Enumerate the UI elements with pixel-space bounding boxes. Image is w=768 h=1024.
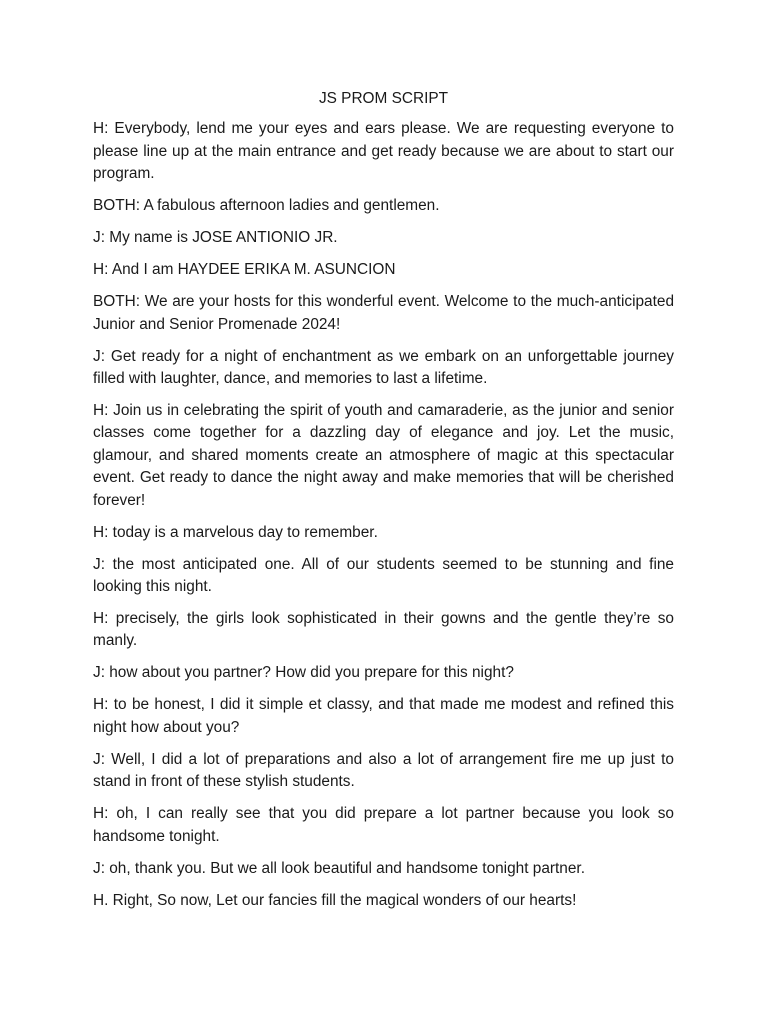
script-line: H: to be honest, I did it simple et classy, and that made me modest and refined this night how about you? [93,696,674,736]
script-line: J: the most anticipated one. All of our students seemed to be stunning and fine looking this night. [93,555,674,596]
script-line: H: oh, I can really see that you did prepare a lot partner because you look so handsome tonight. [93,805,674,845]
document-body [93,88,674,922]
script-line: H. Right, So now, Let our fancies fill the magical wonders of our hearts! [93,891,577,909]
script-line: J: oh, thank you. But we all look beautiful and handsome tonight partner. [93,859,585,877]
script-line: H: today is a marvelous day to remember. [93,523,378,541]
script-line: J: My name is JOSE ANTIONIO JR. [93,229,338,247]
script-line: J: Well, I did a lot of preparations and also a lot of arrangement fire me up just to stand in front of these stylish students. [93,750,674,791]
script-line: J: how about you partner? How did you prepare for this night? [93,664,514,682]
script-line: H: And I am HAYDEE ERIKA M. ASUNCION [93,261,396,279]
script-line: H: precisely, the girls look sophisticated in their gowns and the gentle they’re so manly. [93,610,674,650]
script-line: BOTH: We are your hosts for this wonderful event. Welcome to the much-anticipated Junior and Senior Promenade 2024! [93,293,674,333]
script-line: J: Get ready for a night of enchantment as we embark on an unforgettable journey filled with laughter, dance, and memories to last a lifetime. [93,347,674,388]
script-line: H: Everybody, lend me your eyes and ears please. We are requesting everyone to please line up at the main entrance and get ready because we are about to start our program. [93,120,674,183]
script-line: BOTH: A fabulous afternoon ladies and gentlemen. [93,197,440,215]
script-line: H: Join us in celebrating the spirit of youth and camaraderie, as the junior and senior classes come together for a dazzling day of elegance and joy. Let the music, glamour, and shared moments create an atmosphere of magic at this spectacular event. Get ready to dance the night away and make memories that will be cherished forever! [93,402,674,509]
document-title: JS PROM SCRIPT [318,90,449,107]
